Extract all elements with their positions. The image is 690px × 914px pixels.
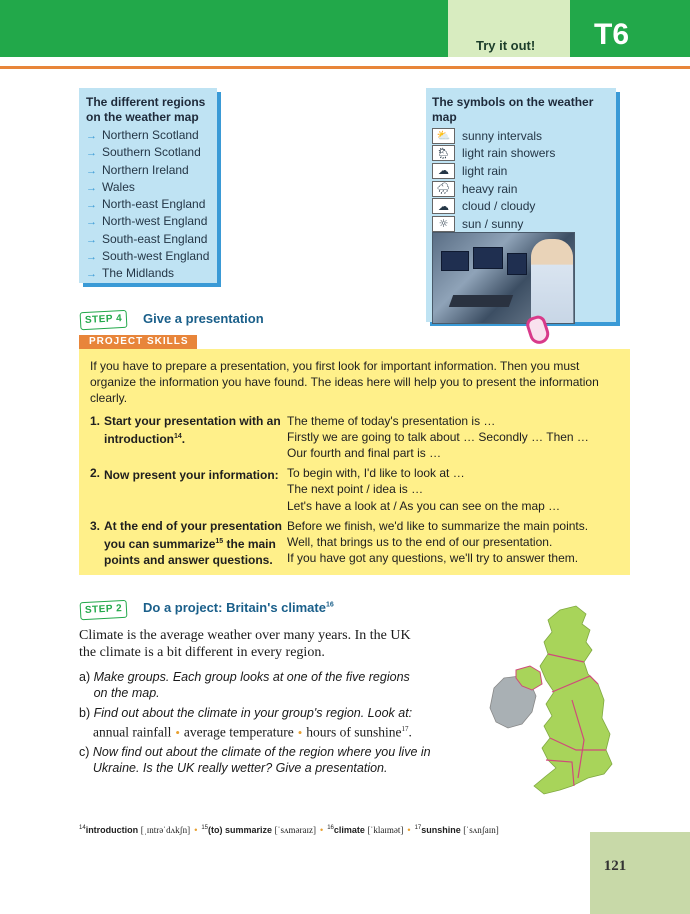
presentation-phrases-table	[90, 413, 630, 569]
regions-title: The different regions on the weather map	[86, 95, 206, 124]
phrase: Firstly we are going to talk about … Secondly … Then …	[287, 429, 589, 444]
arrow-icon: →	[86, 233, 97, 246]
phrase: If you have got any questions, we'll try to answer them.	[287, 551, 579, 566]
phrase: Let's have a look at / As you can see on the map …	[287, 498, 561, 513]
footnote: $^{16}$climate [ˈklaɪmət]	[327, 825, 404, 835]
symbol-item	[432, 180, 616, 198]
phrase: To begin with, I'd like to look at …	[287, 466, 465, 481]
unit-code: T6	[594, 18, 630, 51]
symbol-label: cloud / cloudy	[462, 199, 536, 214]
skills-row-phrases	[287, 518, 630, 569]
arrow-icon: →	[86, 130, 97, 142]
project-skills-label: PROJECT SKILLS	[79, 335, 197, 350]
monitor-screen	[507, 253, 527, 275]
arrow-icon: →	[86, 251, 97, 264]
arrow-icon: →	[86, 164, 97, 177]
try-it-out-label: Try it out!	[448, 0, 570, 57]
region-label: North-east England	[102, 197, 206, 212]
symbol-label: sunny intervals	[462, 128, 543, 143]
project-skills-intro: If you have to prepare a presentation, you first look for important information. Then you must organize the information you have found. The ideas here will help you to present the information clearly.	[90, 359, 599, 406]
region-item	[86, 179, 217, 196]
step-2-badge: STEP 2	[80, 600, 128, 620]
bullet-dot: •	[407, 825, 411, 835]
arrow-icon: →	[86, 216, 97, 229]
arrow-icon: →	[86, 199, 97, 212]
keyboard	[449, 295, 513, 307]
symbol-item	[432, 197, 616, 215]
bullet-dot: •	[194, 825, 198, 835]
uk-regions-map	[486, 600, 616, 800]
phrase: Our fourth and final part is …	[287, 446, 442, 461]
skills-row-number: 2.	[90, 466, 101, 481]
arrow-icon: →	[86, 147, 97, 160]
task-b	[79, 705, 459, 741]
region-item	[86, 265, 217, 282]
arrow-icon: →	[86, 181, 97, 194]
region-label: Southern Scotland	[102, 145, 201, 160]
region-item	[86, 127, 217, 144]
footnote: $^{17}$sunshine [ˈsʌnʃaɪn]	[414, 825, 499, 835]
light-rain-showers-icon: 🌦	[432, 145, 455, 161]
region-item	[86, 213, 217, 230]
skills-row-phrases	[287, 465, 630, 514]
symbol-item	[432, 127, 616, 145]
task-c-marker: c)	[79, 745, 90, 759]
project-skills-box	[79, 349, 630, 575]
skills-row-label: At the end of your presentation you can summarize$^{15}$ the main points and answer questions.	[104, 518, 283, 568]
skills-row-label: Start your presentation with an introduction$^{14}$.	[104, 413, 281, 446]
region-item	[86, 196, 217, 213]
region-item	[86, 248, 217, 265]
light-rain-icon: ☁	[432, 163, 455, 179]
step-4-badge: STEP 4	[80, 310, 128, 330]
monitor-screen	[441, 251, 469, 271]
task-c-text: Now find out about the climate of the region where you live in Ukraine. Is the UK really wetter? Give a presentation.	[92, 745, 431, 775]
skills-row	[90, 413, 630, 462]
task-b-text: Find out about the climate in your group's region. Look at:	[93, 706, 413, 720]
regions-box	[79, 88, 217, 283]
climate-intro: Climate is the average weather over many years. In the UK the climate is a bit different in every region.	[79, 628, 411, 660]
skills-row-phrases	[287, 413, 630, 462]
region-label: Wales	[102, 179, 135, 194]
footnote: $^{15}$(to) summarize [ˈsʌməraɪz]	[201, 825, 317, 835]
region-item	[86, 231, 217, 248]
item-sunshine: hours of sunshine	[306, 724, 402, 740]
header-divider	[0, 66, 690, 69]
region-label: South-east England	[102, 231, 208, 246]
step-4-title: Give a presentation	[143, 311, 264, 326]
symbols-list	[432, 127, 616, 233]
sunny-intervals-icon: ⛅	[432, 128, 455, 144]
region-label: South-west England	[102, 249, 210, 264]
region-label: The Midlands	[102, 266, 175, 281]
region-label: North-west England	[102, 214, 208, 229]
symbol-label: light rain	[462, 163, 508, 178]
bullet-dot: •	[175, 724, 180, 740]
task-b-marker: b)	[79, 706, 91, 720]
symbol-label: light rain showers	[462, 146, 556, 161]
task-a	[79, 669, 459, 701]
skills-row	[90, 518, 630, 569]
heavy-rain-icon: 🌧	[432, 181, 455, 197]
symbols-title: The symbols on the weather map	[432, 95, 594, 124]
item-temperature: average temperature	[183, 724, 294, 740]
monitor-screen	[473, 247, 503, 269]
cloud-icon: ☁	[432, 198, 455, 214]
skills-row-number: 3.	[90, 518, 101, 533]
bullet-dot: •	[320, 825, 324, 835]
symbol-label: sun / sunny	[462, 216, 524, 231]
region-label: Northern Scotland	[102, 128, 199, 142]
symbol-item	[432, 145, 616, 163]
task-a-marker: a)	[79, 670, 91, 684]
footnote: $^{14}$introduction [ˌɪntrəˈdʌkʃn]	[79, 825, 191, 835]
page-number: 121	[603, 858, 627, 874]
symbol-item	[432, 215, 616, 233]
skills-row-label: Now present your information:	[104, 468, 279, 483]
region-item	[86, 162, 217, 179]
great-britain-shape	[534, 606, 612, 794]
phrase: The theme of today's presentation is …	[287, 413, 496, 428]
phrase: Well, that brings us to the end of our presentation.	[287, 535, 553, 550]
item-rainfall: annual rainfall	[93, 724, 172, 740]
footnotes	[79, 825, 559, 835]
step-2-title: Do a project: Britain's climate$^{16}$	[143, 600, 334, 615]
region-item	[86, 144, 217, 161]
task-a-text: Make groups. Each group looks at one of the five regions on the map.	[93, 670, 410, 700]
skills-row-number: 1.	[90, 413, 101, 428]
phrase: Before we finish, we'd like to summarize the main points.	[287, 518, 589, 533]
phrase: The next point / idea is …	[287, 482, 424, 497]
region-label: Northern Ireland	[102, 162, 189, 177]
weather-presenter-photo	[432, 232, 575, 324]
presenter-figure	[531, 239, 573, 323]
task-c	[79, 744, 459, 776]
bullet-dot: •	[297, 724, 303, 740]
task-b-items: annual rainfall • average temperature • hours of sunshine$^{17}$.	[93, 724, 412, 740]
sun-icon: ☼	[432, 216, 455, 232]
skills-row	[90, 465, 630, 514]
arrow-icon: →	[86, 268, 97, 281]
symbol-label: heavy rain	[462, 181, 518, 196]
regions-list	[86, 127, 217, 283]
symbol-item	[432, 162, 616, 180]
